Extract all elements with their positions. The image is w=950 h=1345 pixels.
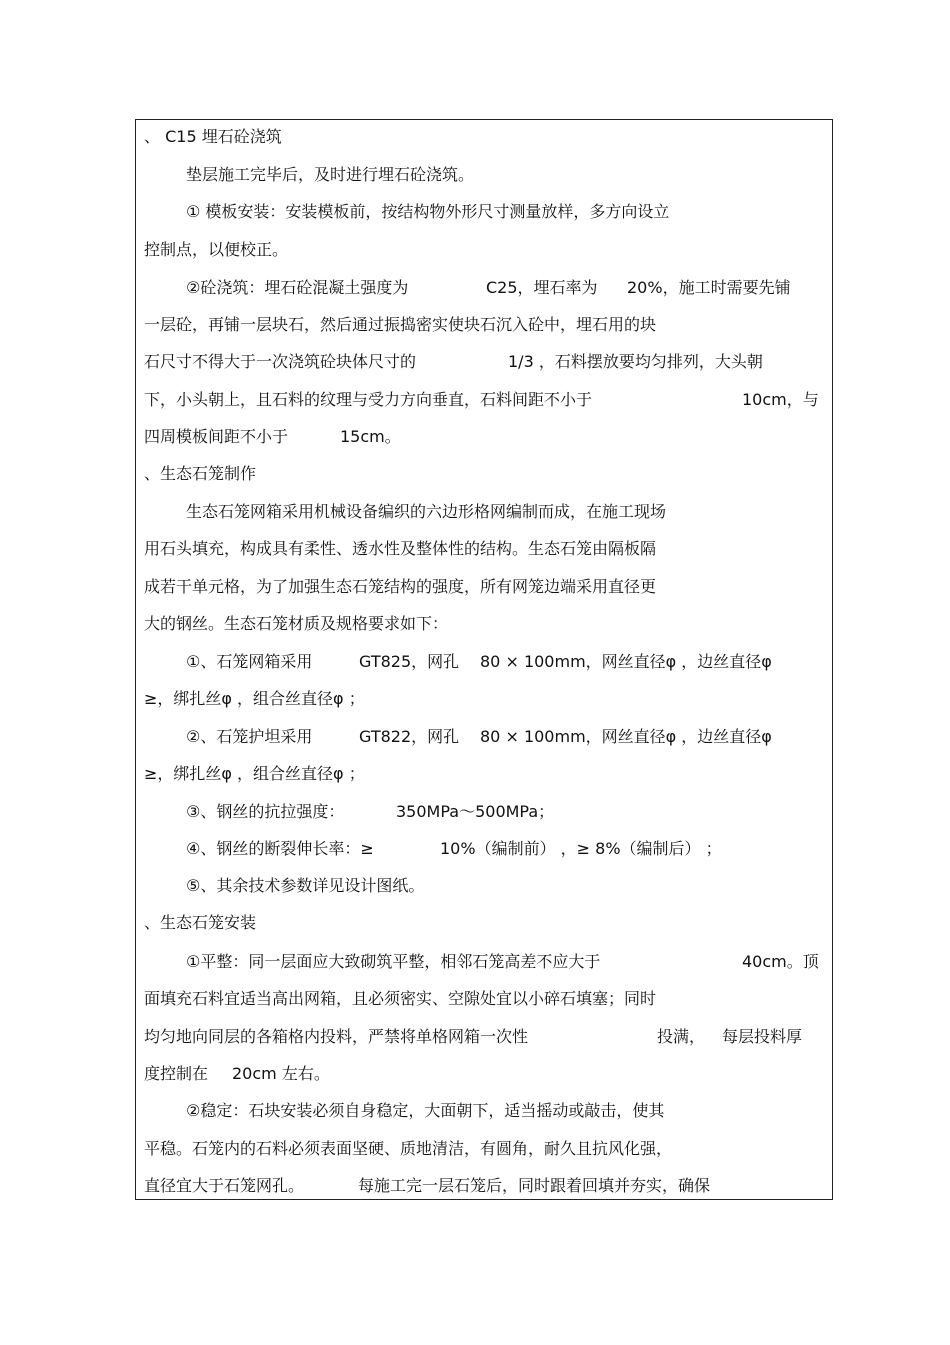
text-line [0,913,950,933]
text-line [0,802,950,822]
text-segment: 、 C15 埋石砼浇筑 [144,127,282,146]
text-line [0,240,950,260]
text-line [0,464,950,484]
text-segment: 20cm 左右。 [232,1064,330,1083]
text-line [0,577,950,597]
text-segment: 均匀地向同层的各箱格内投料，严禁将单格网箱一次性 [144,1027,529,1046]
text-segment: 15cm。 [340,427,401,446]
text-line [0,614,950,634]
text-segment: ①、石笼网箱采用 [186,652,313,671]
text-segment: 四周模板间距不小于 [144,427,289,446]
text-segment: ①平整：同一层面应大致砌筑平整，相邻石笼高差不应大于 [186,952,601,971]
text-segment: 、生态石笼制作 [144,464,257,483]
text-line [0,839,950,859]
text-line [0,652,950,672]
text-segment: 一层砼，再铺一层块石，然后通过振捣密实使块石沉入砼中，埋石用的块 [144,315,657,334]
text-line [0,352,950,372]
text-segment: 控制点，以便校正。 [144,240,289,259]
text-line [0,1176,950,1196]
text-line [0,1139,950,1159]
text-segment: 面填充石料宜适当高出网箱，且必须密实、空隙处宜以小碎石填塞；同时 [144,989,657,1008]
text-segment: 直径宜大于石笼网孔。 [144,1176,305,1195]
text-line [0,502,950,522]
text-segment: ②稳定：石块安装必须自身稳定，大面朝下，适当摇动或敲击，使其 [186,1101,665,1120]
text-line [0,876,950,896]
text-line [0,315,950,335]
text-segment: 10%（编制前） ，≥ 8%（编制后） ； [440,839,722,858]
text-segment: 80 × 100mm，网丝直径φ ，边丝直径φ [480,652,772,671]
text-line [0,1064,950,1084]
text-segment: 投满， [657,1027,706,1046]
text-segment: 350MPa～500MPa； [396,802,555,821]
text-segment: ④、钢丝的断裂伸长率：≥ [186,839,374,858]
text-line [0,1027,950,1047]
text-segment: ②、石笼护坦采用 [186,727,313,746]
text-segment: 度控制在 [144,1064,209,1083]
text-segment: 垫层施工完毕后，及时进行埋石砼浇筑。 [186,165,475,184]
text-segment: 平稳。石笼内的石料必须表面坚硬、质地清洁，有圆角，耐久且抗风化强， [144,1139,673,1158]
text-segment: 20%，施工时需要先铺 [627,278,791,297]
text-segment: GT822，网孔 [359,727,460,746]
text-segment: 1/3 ，石料摆放要均匀排列，大头朝 [508,352,763,371]
text-segment: ②砼浇筑：埋石砼混凝土强度为 [186,278,409,297]
text-line [0,952,950,972]
text-segment: ③、钢丝的抗拉强度： [186,802,345,821]
text-segment: 石尺寸不得大于一次浇筑砼块体尺寸的 [144,352,417,371]
text-segment: ⑤、其余技术参数详见设计图纸。 [186,876,425,895]
text-line [0,427,950,447]
text-segment: 10cm，与 [742,390,819,409]
text-line [0,1101,950,1121]
text-line [0,202,950,222]
text-segment: GT825，网孔 [359,652,460,671]
text-line [0,390,950,410]
text-segment: ≥，绑扎丝φ ，组合丝直径φ ； [144,689,365,708]
text-segment: 成若干单元格，为了加强生态石笼结构的强度，所有网笼边端采用直径更 [144,577,657,596]
text-segment: 每施工完一层石笼后，同时跟着回填并夯实，确保 [358,1176,711,1195]
text-line [0,127,950,147]
text-segment: 生态石笼网箱采用机械设备编织的六边形格网编制而成，在施工现场 [186,502,667,521]
text-line [0,764,950,784]
text-segment: C25，埋石率为 [486,278,598,297]
text-segment: 大的钢丝。生态石笼材质及规格要求如下： [144,614,449,633]
text-line [0,727,950,747]
text-segment: ① 模板安装：安装模板前，按结构物外形尺寸测量放样，多方向设立 [186,202,670,221]
text-line [0,989,950,1009]
text-segment: 、生态石笼安装 [144,913,257,932]
text-segment: 下，小头朝上，且石料的纹理与受力方向垂直，石料间距不小于 [144,390,593,409]
text-line [0,689,950,709]
text-segment: 用石头填充，构成具有柔性、透水性及整体性的结构。生态石笼由隔板隔 [144,539,657,558]
text-segment: 每层投料厚 [722,1027,803,1046]
text-line [0,165,950,185]
text-line [0,278,950,298]
text-segment: ≥，绑扎丝φ ，组合丝直径φ ； [144,764,365,783]
text-line [0,539,950,559]
text-segment: 80 × 100mm，网丝直径φ ，边丝直径φ [480,727,772,746]
text-segment: 40cm。顶 [742,952,819,971]
